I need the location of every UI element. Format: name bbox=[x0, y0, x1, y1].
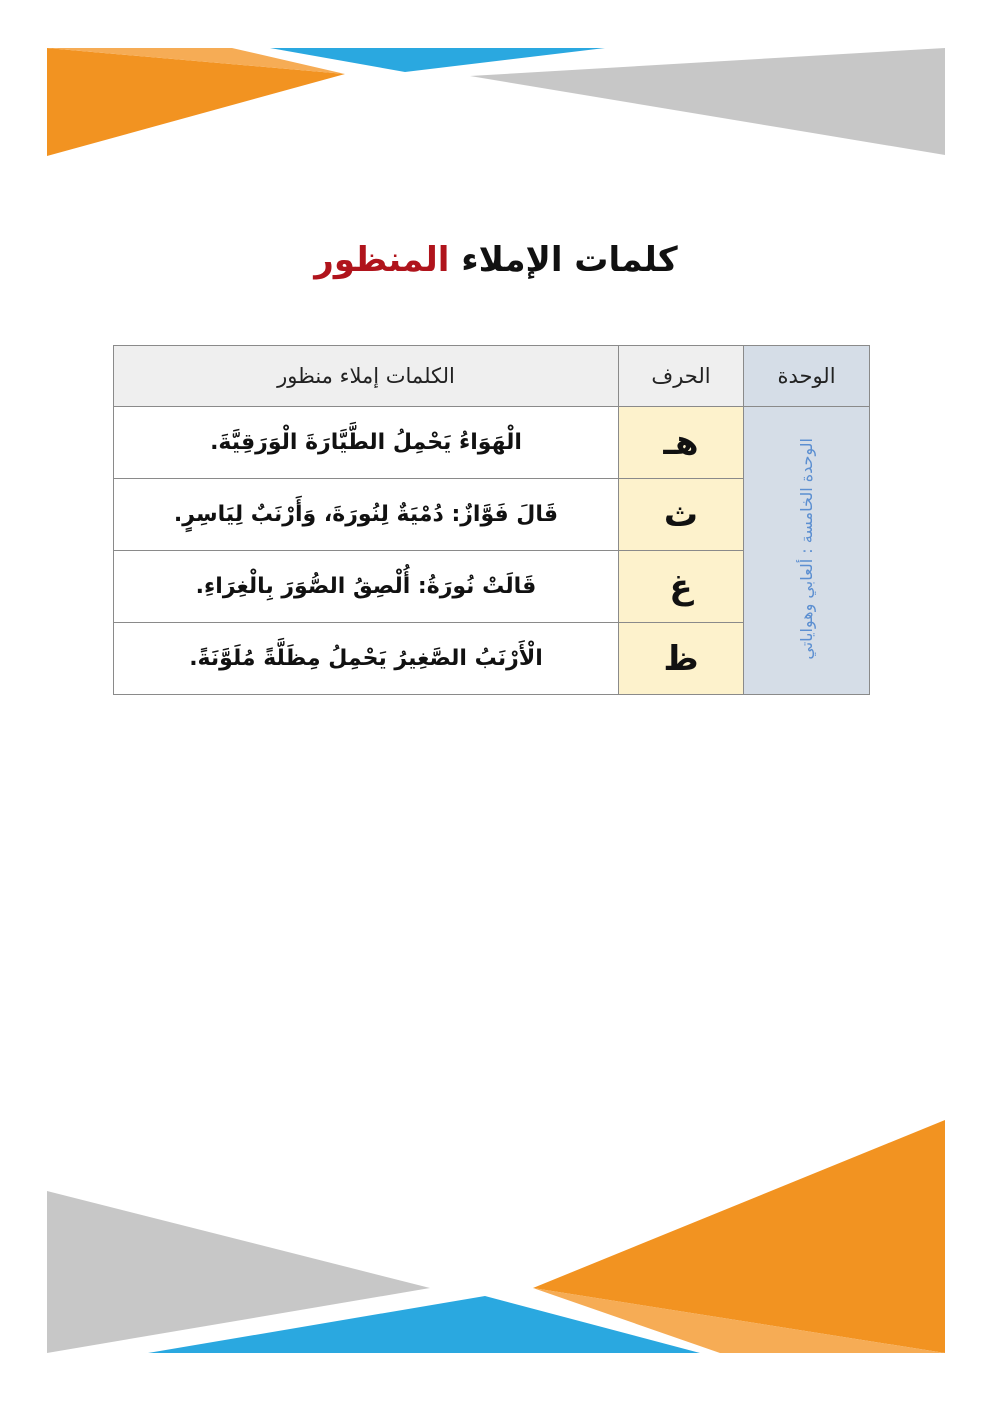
dictation-table bbox=[113, 345, 870, 695]
page-title bbox=[0, 232, 992, 288]
sentence-cell: الْهَوَاءُ يَحْمِلُ الطَّيَّارَةَ الْوَرَقِيَّةَ. bbox=[114, 407, 619, 479]
page-title-main: كلمات الإملاء bbox=[461, 240, 678, 280]
sentence-cell: قَالَتْ نُورَةُ: أُلْصِقُ الصُّوَرَ بِالْغِرَاءِ. bbox=[114, 551, 619, 623]
top-decorative-banner bbox=[0, 0, 992, 200]
sentence-cell: قَالَ فَوَّازٌ: دُمْيَةٌ لِنُورَةَ، وَأَرْنَبٌ لِيَاسِرٍ. bbox=[114, 479, 619, 551]
table-header-row bbox=[114, 346, 870, 407]
unit-cell bbox=[744, 407, 870, 695]
top-gray-triangle bbox=[470, 48, 945, 155]
unit-label: الوحدة الخامسة : ألعابي وهواياتي bbox=[797, 437, 816, 660]
letter-cell: غ bbox=[619, 551, 744, 623]
table-row bbox=[114, 407, 870, 479]
header-letter: الحرف bbox=[619, 346, 744, 407]
sentence-cell: الْأَرْنَبُ الصَّغِيرُ يَحْمِلُ مِظَلَّةً مُلَوَّنَةً. bbox=[114, 623, 619, 695]
header-unit: الوحدة bbox=[744, 346, 870, 407]
header-words: الكلمات إملاء منظور bbox=[114, 346, 619, 407]
bottom-orange-triangle bbox=[533, 1120, 945, 1353]
letter-cell: ظ bbox=[619, 623, 744, 695]
letter-cell: ث bbox=[619, 479, 744, 551]
bottom-decorative-banner bbox=[0, 1100, 992, 1403]
letter-cell: هـ bbox=[619, 407, 744, 479]
page-title-accent: المنظور bbox=[314, 240, 450, 280]
